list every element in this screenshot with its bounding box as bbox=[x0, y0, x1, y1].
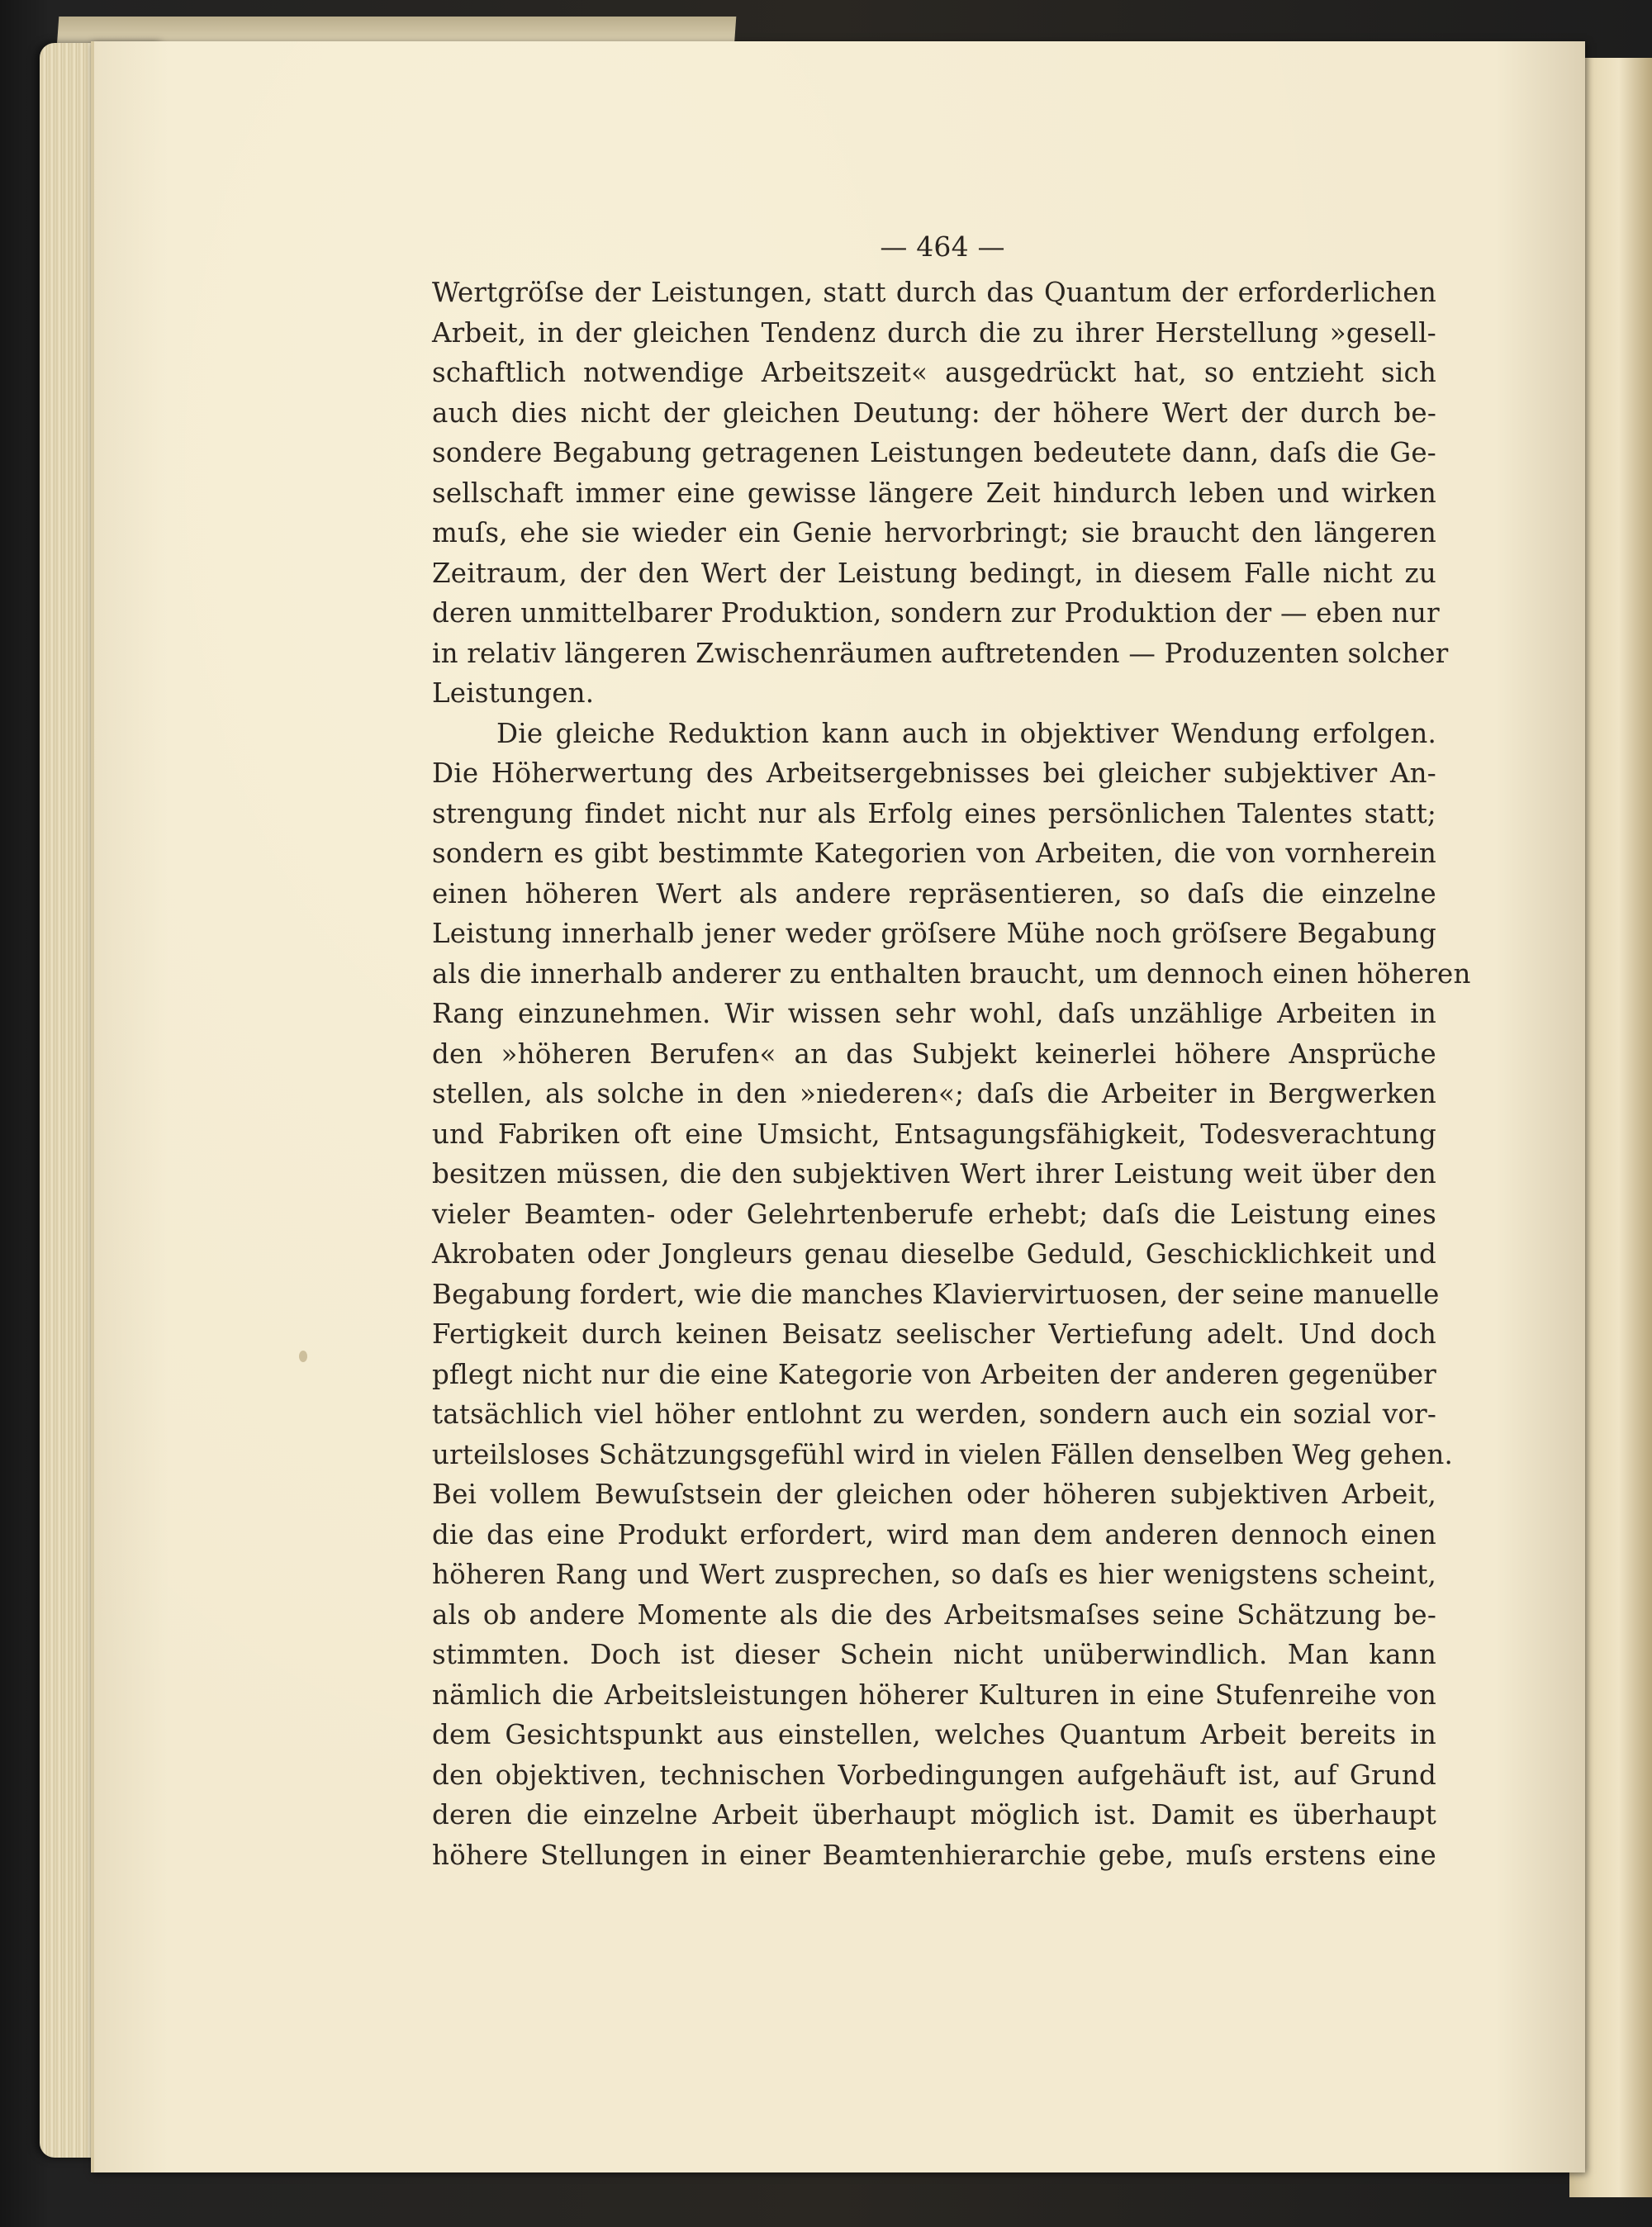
text-line: nämlich die Arbeitsleistungen höherer Kulturen in eine Stufenreihe von bbox=[432, 1679, 1436, 1711]
text-line: Rang einzunehmen. Wir wissen sehr wohl, daſs unzählige Arbeiten in bbox=[432, 998, 1436, 1029]
text-line: pflegt nicht nur die eine Kategorie von Arbeiten der anderen gegenüber bbox=[432, 1358, 1436, 1390]
text-line: Fertigkeit durch keinen Beisatz seelischer Vertiefung adelt. Und doch bbox=[432, 1318, 1436, 1350]
text-line: Begabung fordert, wie die manches Klaviervirtuosen, der seine manuelle bbox=[432, 1278, 1440, 1310]
text-line: strengung findet nicht nur als Erfolg eines persönlichen Talentes statt; bbox=[432, 797, 1436, 829]
text-line: stellen, als solche in den »niederen«; daſs die Arbeiter in Bergwerken bbox=[432, 1078, 1436, 1109]
text-line: vieler Beamten- oder Gelehrtenberufe erhebt; daſs die Leistung eines bbox=[432, 1198, 1436, 1230]
text-line: urteilsloses Schätzungsgefühl wird in vielen Fällen denselben Weg gehen. bbox=[432, 1438, 1454, 1470]
text-line: höheren Rang und Wert zusprechen, so daſs es hier wenigstens scheint, bbox=[432, 1559, 1436, 1590]
text-line: deren unmittelbarer Produktion, sondern zur Produktion der — eben nur bbox=[432, 597, 1440, 629]
text-line: in relativ längeren Zwischenräumen auftretenden — Produzenten solcher bbox=[432, 637, 1449, 669]
text-line: sondere Begabung getragenen Leistungen bedeutete dann, daſs die Ge- bbox=[432, 437, 1436, 468]
page-number: — 464 — bbox=[880, 230, 1005, 263]
text-line: die das eine Produkt erfordert, wird man dem anderen dennoch einen bbox=[432, 1518, 1436, 1550]
text-line: Die Höherwertung des Arbeitsergebnisses bei gleicher subjektiver An- bbox=[432, 757, 1436, 789]
text-line: einen höheren Wert als andere repräsentieren, so daſs die einzelne bbox=[432, 877, 1436, 909]
text-line: auch dies nicht der gleichen Deutung: der höhere Wert der durch be- bbox=[432, 396, 1436, 429]
text-line: Arbeit, in der gleichen Tendenz durch die zu ihrer Herstellung »gesell- bbox=[432, 316, 1436, 349]
text-line: stimmten. Doch ist dieser Schein nicht unüberwindlich. Man kann bbox=[432, 1639, 1436, 1670]
text-line: als die innerhalb anderer zu enthalten braucht, um dennoch einen höheren bbox=[432, 957, 1471, 990]
text-line: deren die einzelne Arbeit überhaupt möglich ist. Damit es überhaupt bbox=[432, 1799, 1436, 1831]
text-lines bbox=[432, 273, 1471, 1875]
text-line: höhere Stellungen in einer Beamtenhierarchie gebe, muſs erstens eine bbox=[432, 1839, 1436, 1871]
text-line: als ob andere Momente als die des Arbeitsmaſses seine Schätzung be- bbox=[432, 1598, 1436, 1631]
text-line: dem Gesichtspunkt aus einstellen, welches Quantum Arbeit bereits in bbox=[432, 1719, 1436, 1750]
text-line: Leistungen. bbox=[432, 677, 595, 709]
paper-speck bbox=[299, 1351, 307, 1362]
text-line: Wertgröſse der Leistungen, statt durch das Quantum der erforderlichen bbox=[432, 277, 1436, 308]
text-line: Akrobaten oder Jongleurs genau dieselbe Geduld, Geschicklichkeit und bbox=[432, 1238, 1436, 1270]
text-line: sellschaft immer eine gewisse längere Zeit hindurch leben und wirken bbox=[432, 477, 1436, 509]
text-line: sondern es gibt bestimmte Kategorien von Arbeiten, die von vornherein bbox=[432, 838, 1436, 869]
text-line: Bei vollem Bewuſstsein der gleichen oder höheren subjektiven Arbeit, bbox=[432, 1479, 1436, 1510]
text-line: und Fabriken oft eine Umsicht, Entsagungsfähigkeit, Todesverachtung bbox=[432, 1118, 1436, 1150]
page-text bbox=[432, 221, 1471, 1875]
text-line: Die gleiche Reduktion kann auch in objektiver Wendung erfolgen. bbox=[496, 717, 1436, 749]
text-line: besitzen müssen, die den subjektiven Wert ihrer Leistung weit über den bbox=[432, 1158, 1436, 1189]
text-line: muſs, ehe sie wieder ein Genie hervorbringt; sie braucht den längeren bbox=[432, 517, 1436, 548]
text-line: Zeitraum, der den Wert der Leistung bedingt, in diesem Falle nicht zu bbox=[432, 557, 1436, 589]
text-line: den objektiven, technischen Vorbedingungen aufgehäuft ist, auf Grund bbox=[432, 1759, 1436, 1791]
text-line: den »höheren Berufen« an das Subjekt keinerlei höhere Ansprüche bbox=[432, 1038, 1436, 1070]
text-line: schaftlich notwendige Arbeitszeit« ausgedrückt hat, so entzieht sich bbox=[432, 357, 1436, 388]
text-line: Leistung innerhalb jener weder gröſsere Mühe noch gröſsere Begabung bbox=[432, 918, 1436, 949]
text-line: tatsächlich viel höher entlohnt zu werden, sondern auch ein sozial vor- bbox=[432, 1398, 1436, 1430]
